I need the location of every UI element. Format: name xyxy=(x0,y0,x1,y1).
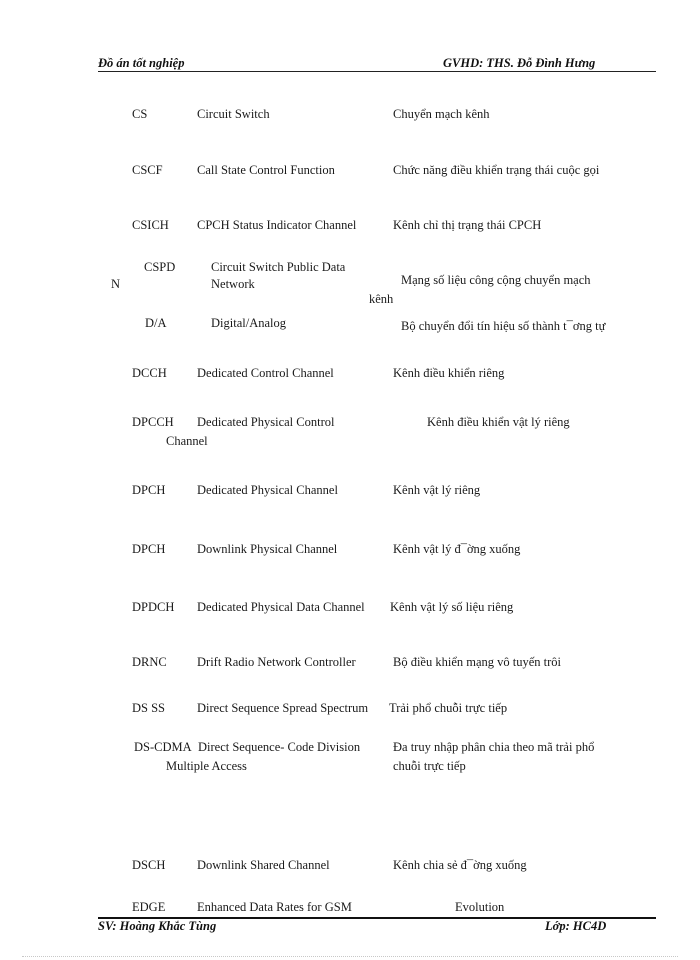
abbreviation: DS SS xyxy=(132,701,166,715)
english-term: Circuit Switch Public Data xyxy=(211,260,346,274)
english-term: Dedicated Physical Control xyxy=(197,415,335,429)
english-term: Downlink Shared Channel xyxy=(197,858,330,872)
english-term-line2: Channel xyxy=(166,434,208,448)
abbreviation: DS-CDMA xyxy=(134,740,192,754)
header-right: GVHD: THS. Đỗ Đình Hưng xyxy=(443,56,596,70)
vietnamese-term-line2: chuỗi trực tiếp xyxy=(393,759,466,773)
footer-left: SV: Hoàng Khắc Tùng xyxy=(98,919,217,933)
vietnamese-term: Evolution xyxy=(455,900,505,914)
vietnamese-term: Mạng số liệu công cộng chuyển mạch xyxy=(401,273,591,287)
english-term-line2: Network xyxy=(211,277,255,291)
vietnamese-term-line2: kênh xyxy=(369,292,394,306)
vietnamese-term: Chức năng điều khiển trạng thái cuộc gọi xyxy=(393,163,600,177)
header-rule xyxy=(98,71,656,72)
abbreviation: DSCH xyxy=(132,858,166,872)
english-term: Direct Sequence Spread Spectrum xyxy=(197,701,369,715)
abbreviation: DPDCH xyxy=(132,600,175,614)
english-term-line2: Multiple Access xyxy=(166,759,247,773)
vietnamese-term: Bộ chuyển đổi tín hiệu số thành t¯ơng tự xyxy=(401,319,606,333)
vietnamese-term: Kênh vật lý đ¯ờng xuống xyxy=(393,542,521,556)
vietnamese-term: Kênh vật lý số liệu riêng xyxy=(390,600,514,614)
header-left: Đồ án tốt nghiệp xyxy=(98,56,185,70)
vietnamese-term: Kênh điều khiển riêng xyxy=(393,366,505,380)
abbreviation: DPCCH xyxy=(132,415,174,429)
abbreviation: DCCH xyxy=(132,366,167,380)
abbreviation: CS xyxy=(132,107,148,121)
english-term: Enhanced Data Rates for GSM xyxy=(197,900,352,914)
abbreviation: CSPD xyxy=(144,260,176,274)
page-edge-divider xyxy=(22,956,678,957)
english-term: Dedicated Physical Channel xyxy=(197,483,338,497)
stray-prefix: N xyxy=(111,277,121,291)
footer-right: Lớp: HC4D xyxy=(545,919,607,933)
english-term: Downlink Physical Channel xyxy=(197,542,338,556)
english-term: Call State Control Function xyxy=(197,163,335,177)
vietnamese-term: Kênh chỉ thị trạng thái CPCH xyxy=(393,218,542,232)
english-term: Digital/Analog xyxy=(211,316,286,330)
vietnamese-term: Kênh điều khiển vật lý riêng xyxy=(427,415,570,429)
vietnamese-term: Kênh chia sẻ đ¯ờng xuống xyxy=(393,858,527,872)
english-term: Circuit Switch xyxy=(197,107,270,121)
abbreviation: DPCH xyxy=(132,483,166,497)
vietnamese-term: Kênh vật lý riêng xyxy=(393,483,481,497)
vietnamese-term: Bộ điều khiển mạng vô tuyến trôi xyxy=(393,655,562,669)
english-term: CPCH Status Indicator Channel xyxy=(197,218,357,232)
abbreviation: D/A xyxy=(145,316,167,330)
abbreviation: DPCH xyxy=(132,542,166,556)
vietnamese-term: Trải phổ chuỗi trực tiếp xyxy=(389,701,508,715)
vietnamese-term: Đa truy nhập phân chia theo mã trải phổ xyxy=(393,740,595,754)
abbreviation: CSCF xyxy=(132,163,163,177)
abbreviation: DRNC xyxy=(132,655,167,669)
abbreviation: EDGE xyxy=(132,900,166,914)
english-term: Dedicated Physical Data Channel xyxy=(197,600,365,614)
abbreviation: CSICH xyxy=(132,218,169,232)
vietnamese-term: Chuyển mạch kênh xyxy=(393,107,490,121)
english-term: Dedicated Control Channel xyxy=(197,366,334,380)
english-term: Direct Sequence- Code Division xyxy=(198,740,361,754)
english-term: Drift Radio Network Controller xyxy=(197,655,356,669)
